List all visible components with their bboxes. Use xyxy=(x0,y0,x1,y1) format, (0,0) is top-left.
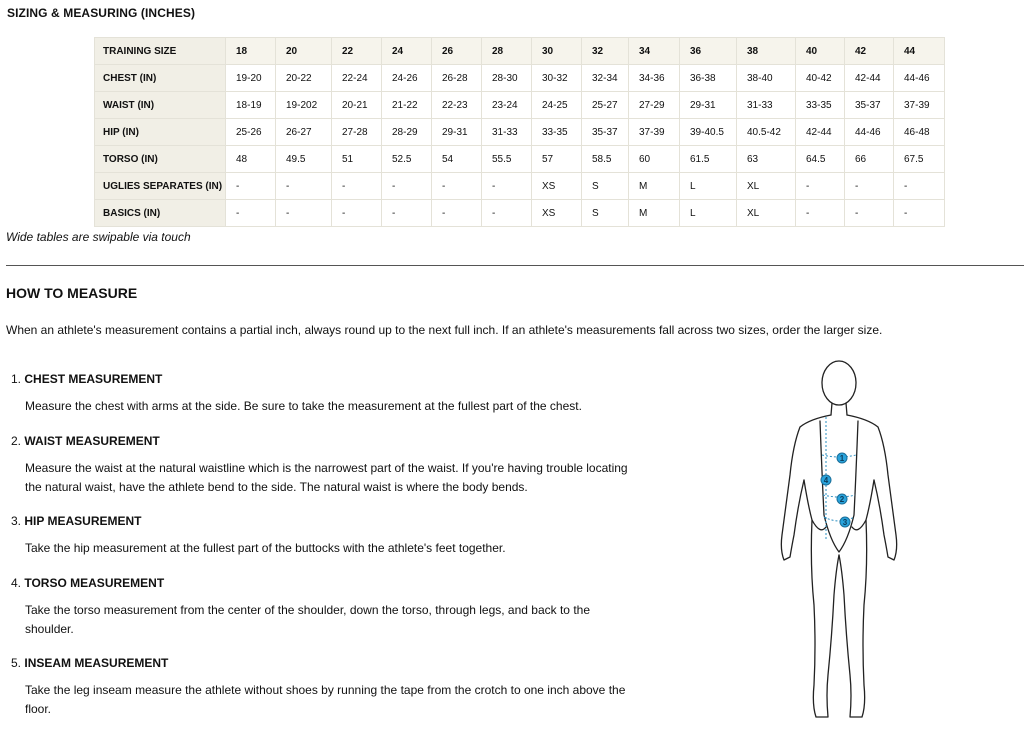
table-cell: - xyxy=(332,173,382,200)
size-header: 30 xyxy=(532,38,582,65)
table-cell: 25-26 xyxy=(226,119,276,146)
table-cell: 63 xyxy=(737,146,796,173)
table-cell: M xyxy=(629,200,680,227)
table-cell: - xyxy=(382,200,432,227)
table-cell: 23-24 xyxy=(482,92,532,119)
step-heading xyxy=(11,656,681,670)
table-cell: 26-27 xyxy=(276,119,332,146)
table-cell: S xyxy=(582,200,629,227)
table-cell: - xyxy=(226,173,276,200)
table-cell: - xyxy=(894,200,945,227)
size-header: 28 xyxy=(482,38,532,65)
table-cell: 31-33 xyxy=(482,119,532,146)
size-header: 44 xyxy=(894,38,945,65)
table-cell: 44-46 xyxy=(894,65,945,92)
table-header-row xyxy=(95,38,945,65)
table-cell: 51 xyxy=(332,146,382,173)
step-description xyxy=(25,397,681,416)
table-cell: 20-21 xyxy=(332,92,382,119)
table-cell: 40-42 xyxy=(796,65,845,92)
measurement-step xyxy=(11,372,681,413)
table-row xyxy=(95,65,945,92)
step-description-line: Measure the chest with arms at the side. Be sure to take the measurement at the fullest part of the chest. xyxy=(25,399,582,413)
table-cell: 52.5 xyxy=(382,146,432,173)
step-title: CHEST MEASUREMENT xyxy=(24,372,163,386)
size-header: 34 xyxy=(629,38,680,65)
step-description-line: Measure the waist at the natural waistline which is the narrowest part of the waist. If you're having trouble locating xyxy=(25,461,628,475)
step-number: 5. xyxy=(11,656,22,670)
table-cell: 40.5-42 xyxy=(737,119,796,146)
table-cell: - xyxy=(432,200,482,227)
table-cell: XS xyxy=(532,173,582,200)
table-cell: 37-39 xyxy=(629,119,680,146)
table-cell: 58.5 xyxy=(582,146,629,173)
table-cell: 61.5 xyxy=(680,146,737,173)
table-cell: 29-31 xyxy=(432,119,482,146)
size-header: 36 xyxy=(680,38,737,65)
marker-4-label: 4 xyxy=(823,476,829,485)
size-header: 24 xyxy=(382,38,432,65)
body-diagram-figure xyxy=(760,355,910,725)
table-cell: 27-28 xyxy=(332,119,382,146)
table-cell: 60 xyxy=(629,146,680,173)
table-cell: 31-33 xyxy=(737,92,796,119)
table-cell: 39-40.5 xyxy=(680,119,737,146)
step-heading xyxy=(11,434,681,448)
table-cell: 20-22 xyxy=(276,65,332,92)
table-cell: 26-28 xyxy=(432,65,482,92)
table-cell: 64.5 xyxy=(796,146,845,173)
table-row xyxy=(95,173,945,200)
marker-2-label: 2 xyxy=(839,495,845,504)
marker-2 xyxy=(837,494,847,504)
table-cell: 24-26 xyxy=(382,65,432,92)
figure-head xyxy=(822,361,856,405)
step-title: WAIST MEASUREMENT xyxy=(24,434,160,448)
marker-3-label: 3 xyxy=(842,518,848,527)
table-cell: 19-20 xyxy=(226,65,276,92)
table-cell: 44-46 xyxy=(845,119,894,146)
figure-right-leg xyxy=(839,520,867,717)
table-cell: 18-19 xyxy=(226,92,276,119)
table-row xyxy=(95,119,945,146)
step-description-line: shoulder. xyxy=(25,622,74,636)
step-heading xyxy=(11,372,681,386)
table-cell: 48 xyxy=(226,146,276,173)
table-cell: 66 xyxy=(845,146,894,173)
table-cell: 46-48 xyxy=(894,119,945,146)
step-description-line: Take the hip measurement at the fullest part of the buttocks with the athlete's feet together. xyxy=(25,541,506,555)
step-description xyxy=(25,681,681,719)
step-title: HIP MEASUREMENT xyxy=(24,514,142,528)
step-heading xyxy=(11,514,681,528)
step-title: TORSO MEASUREMENT xyxy=(24,576,165,590)
table-cell: 29-31 xyxy=(680,92,737,119)
step-description-line: Take the leg inseam measure the athlete without shoes by running the tape from the crotch to one inch above the xyxy=(25,683,626,697)
size-chart-table xyxy=(94,37,945,227)
row-label: UGLIES SEPARATES (IN) xyxy=(95,173,226,200)
table-row xyxy=(95,200,945,227)
figure-left-leg xyxy=(811,520,839,717)
table-cell: - xyxy=(894,173,945,200)
section-divider xyxy=(6,265,1024,266)
table-cell: - xyxy=(382,173,432,200)
table-cell: 34-36 xyxy=(629,65,680,92)
table-cell: 22-23 xyxy=(432,92,482,119)
table-cell: 55.5 xyxy=(482,146,532,173)
measurement-step xyxy=(11,656,681,716)
row-label: BASICS (IN) xyxy=(95,200,226,227)
table-cell: S xyxy=(582,173,629,200)
step-description-line: the natural waist, have the athlete bend to the side. The natural waist is where the body bends. xyxy=(25,480,528,494)
table-cell: 57 xyxy=(532,146,582,173)
table-cell: - xyxy=(276,200,332,227)
table-cell: 42-44 xyxy=(796,119,845,146)
table-cell: 33-35 xyxy=(532,119,582,146)
size-header: 18 xyxy=(226,38,276,65)
row-label: TORSO (IN) xyxy=(95,146,226,173)
table-cell: 42-44 xyxy=(845,65,894,92)
swipe-note: Wide tables are swipable via touch xyxy=(6,230,191,244)
table-cell: L xyxy=(680,173,737,200)
size-header: 26 xyxy=(432,38,482,65)
table-cell: 35-37 xyxy=(845,92,894,119)
table-cell: - xyxy=(482,200,532,227)
table-cell: M xyxy=(629,173,680,200)
table-cell: 22-24 xyxy=(332,65,382,92)
row-label: HIP (IN) xyxy=(95,119,226,146)
table-cell: XS xyxy=(532,200,582,227)
page-title: SIZING & MEASURING (INCHES) xyxy=(7,6,196,20)
step-description-line: Take the torso measurement from the center of the shoulder, down the torso, through legs, and back to the xyxy=(25,603,590,617)
measurement-step xyxy=(11,434,681,494)
step-number: 4. xyxy=(11,576,22,590)
size-header: 22 xyxy=(332,38,382,65)
table-cell: 32-34 xyxy=(582,65,629,92)
table-cell: 67.5 xyxy=(894,146,945,173)
step-heading xyxy=(11,576,681,590)
step-description-line: floor. xyxy=(25,702,52,716)
row-label: CHEST (IN) xyxy=(95,65,226,92)
table-cell: 35-37 xyxy=(582,119,629,146)
marker-1 xyxy=(837,453,847,463)
table-cell: - xyxy=(845,173,894,200)
table-row xyxy=(95,146,945,173)
table-cell: XL xyxy=(737,200,796,227)
table-cell: 33-35 xyxy=(796,92,845,119)
table-cell: - xyxy=(796,173,845,200)
size-header: 38 xyxy=(737,38,796,65)
measure-intro: When an athlete's measurement contains a partial inch, always round up to the next full inch. If an athlete's measurements fall across two sizes, order the larger size. xyxy=(6,323,883,337)
table-cell: L xyxy=(680,200,737,227)
figure-left-arm xyxy=(781,415,831,560)
size-header: 32 xyxy=(582,38,629,65)
measurement-step xyxy=(11,576,681,636)
table-cell: 19-202 xyxy=(276,92,332,119)
marker-3 xyxy=(840,517,850,527)
table-cell: 25-27 xyxy=(582,92,629,119)
table-cell: 24-25 xyxy=(532,92,582,119)
marker-1-label: 1 xyxy=(839,454,845,463)
step-description xyxy=(25,601,681,639)
table-cell: XL xyxy=(737,173,796,200)
table-cell: 37-39 xyxy=(894,92,945,119)
table-cell: - xyxy=(796,200,845,227)
step-number: 1. xyxy=(11,372,22,386)
table-cell: - xyxy=(482,173,532,200)
table-cell: 28-29 xyxy=(382,119,432,146)
step-description xyxy=(25,539,681,558)
how-to-measure-title: HOW TO MEASURE xyxy=(6,285,138,301)
table-cell: 28-30 xyxy=(482,65,532,92)
table-row xyxy=(95,92,945,119)
row-label: WAIST (IN) xyxy=(95,92,226,119)
table-cell: - xyxy=(276,173,332,200)
table-cell: 54 xyxy=(432,146,482,173)
table-cell: - xyxy=(432,173,482,200)
table-cell: 30-32 xyxy=(532,65,582,92)
figure-right-arm xyxy=(847,415,897,560)
marker-4 xyxy=(821,475,831,485)
table-cell: - xyxy=(332,200,382,227)
table-cell: - xyxy=(845,200,894,227)
step-title: INSEAM MEASUREMENT xyxy=(24,656,169,670)
table-cell: 38-40 xyxy=(737,65,796,92)
table-cell: 36-38 xyxy=(680,65,737,92)
measurement-step xyxy=(11,514,681,555)
step-description xyxy=(25,459,681,497)
size-header: 42 xyxy=(845,38,894,65)
table-cell: 27-29 xyxy=(629,92,680,119)
table-cell: 21-22 xyxy=(382,92,432,119)
size-header: 40 xyxy=(796,38,845,65)
size-header: 20 xyxy=(276,38,332,65)
header-label: TRAINING SIZE xyxy=(95,38,226,65)
table-cell: - xyxy=(226,200,276,227)
step-number: 3. xyxy=(11,514,22,528)
table-cell: 49.5 xyxy=(276,146,332,173)
step-number: 2. xyxy=(11,434,22,448)
